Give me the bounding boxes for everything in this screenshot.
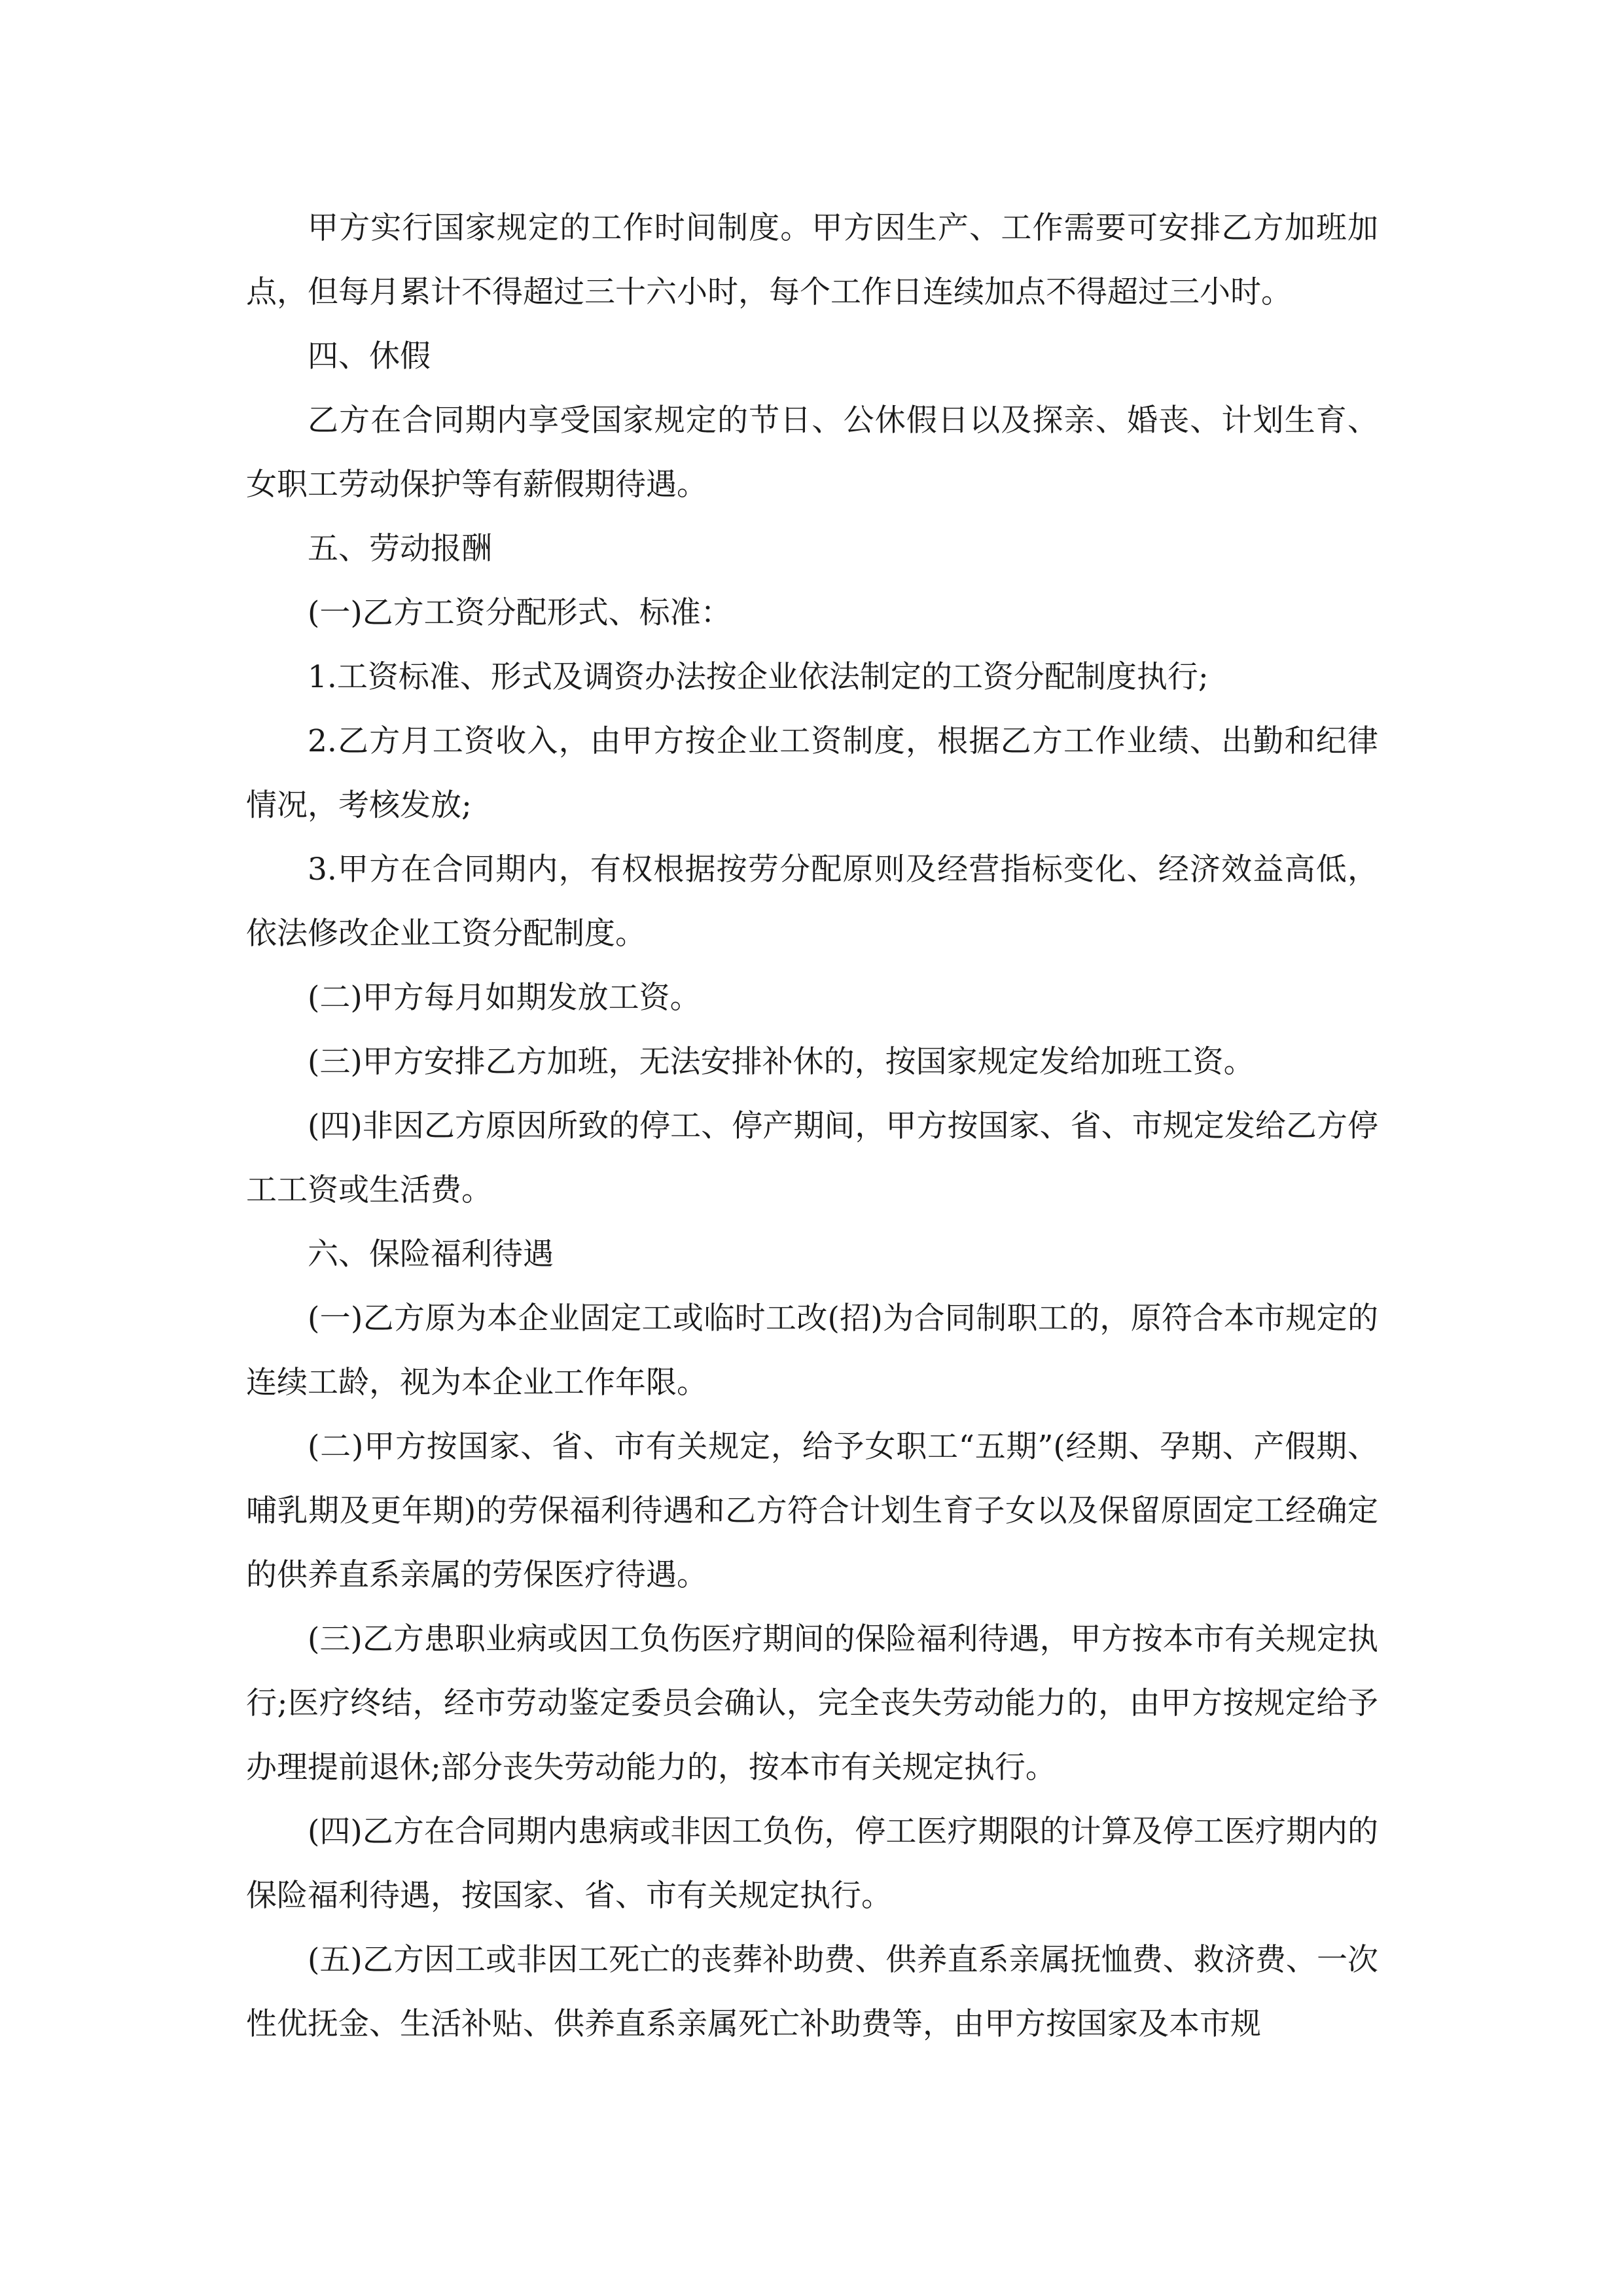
section-heading-leave: 四、休假 [308,338,431,374]
paragraph-remuneration-1-item-1: 1.工资标准、形式及调资办法按企业依法制定的工资分配制度执行; [308,659,1209,695]
paragraph-insurance-2: (二)甲方按国家、省、市有关规定，给予女职工“五期”(经期、孕期、产假期、哺乳期及更年期)的劳保福利待遇和乙方符合计划生育子女以及保留原固定工经确定的供养直系亲属的劳保医疗待遇。 [246,1429,1378,1593]
paragraph-insurance-3: (三)乙方患职业病或因工负伤医疗期间的保险福利待遇，甲方按本市有关规定执行;医疗终结，经市劳动鉴定委员会确认，完全丧失劳动能力的，由甲方按规定给予办理提前退休;部分丧失劳动能力的，按本市有关规定执行。 [246,1621,1378,1785]
paragraph-working-hours: 甲方实行国家规定的工作时间制度。甲方因生产、工作需要可安排乙方加班加点，但每月累计不得超过三十六小时，每个工作日连续加点不得超过三小时。 [246,210,1378,310]
paragraph-remuneration-1: (一)乙方工资分配形式、标准： [308,595,732,631]
paragraph-remuneration-2: (二)甲方每月如期发放工资。 [308,980,701,1016]
section-heading-insurance: 六、保险福利待遇 [308,1236,554,1272]
paragraph-remuneration-4: (四)非因乙方原因所致的停工、停产期间，甲方按国家、省、市规定发给乙方停工工资或生活费。 [246,1108,1378,1208]
paragraph-remuneration-1-item-2: 2.乙方月工资收入，由甲方按企业工资制度，根据乙方工作业绩、出勤和纪律情况，考核发放; [246,723,1378,823]
paragraph-remuneration-1-item-3: 3.甲方在合同期内，有权根据按劳分配原则及经营指标变化、经济效益高低，依法修改企业工资分配制度。 [246,852,1378,952]
contract-body [246,196,1378,2056]
paragraph-insurance-5: (五)乙方因工或非因工死亡的丧葬补助费、供养直系亲属抚恤费、救济费、一次性优抚金、生活补贴、供养直系亲属死亡补助费等，由甲方按国家及本市规 [246,1942,1378,2042]
paragraph-insurance-1: (一)乙方原为本企业固定工或临时工改(招)为合同制职工的，原符合本市规定的连续工龄，视为本企业工作年限。 [246,1300,1378,1401]
paragraph-remuneration-3: (三)甲方安排乙方加班，无法安排补休的，按国家规定发给加班工资。 [308,1044,1255,1080]
paragraph-leave: 乙方在合同期内享受国家规定的节日、公休假日以及探亲、婚丧、计划生育、女职工劳动保护等有薪假期待遇。 [246,403,1378,503]
paragraph-insurance-4: (四)乙方在合同期内患病或非因工负伤，停工医疗期限的计算及停工医疗期内的保险福利待遇，按国家、省、市有关规定执行。 [246,1814,1378,1914]
section-heading-remuneration: 五、劳动报酬 [308,531,492,567]
